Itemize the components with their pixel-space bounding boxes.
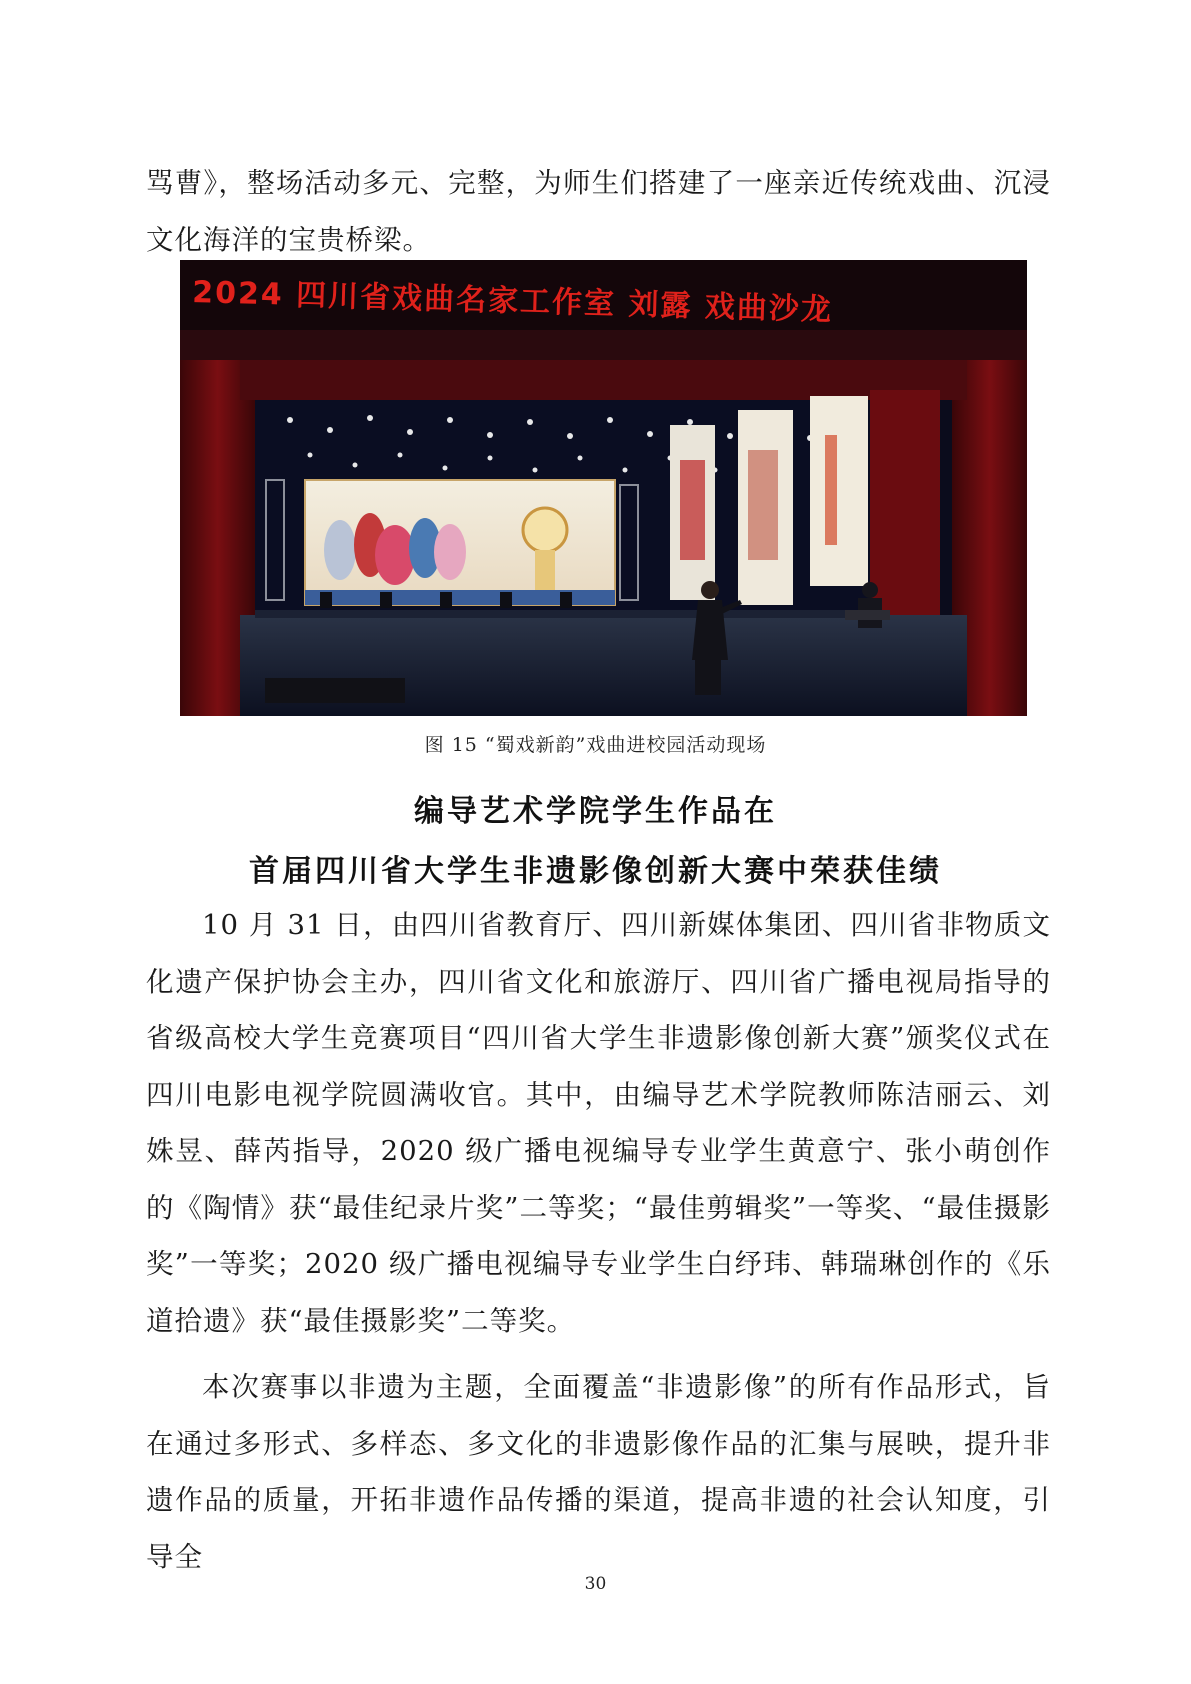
page-number: 30: [584, 1574, 607, 1594]
article-paragraph-1: 10 月 31 日，由四川省教育厅、四川新媒体集团、四川省非物质文化遗产保护协会主办，四川省文化和旅游厅、四川省广播电视局指导的省级高校大学生竞赛项目“四川省大学生非遗影像创新大赛”颁奖仪式在四川电影电视学院圆满收官。其中，由编导艺术学院教师陈洁丽云、刘姝昱、薛芮指导，2020 级广播电视编导专业学生黄意宁、张小萌创作的《陶情》获“最佳纪录片奖”二等奖；“最佳剪辑奖”一等奖、“最佳摄影奖”一等奖；2020 级广播电视编导专业学生白纾玮、韩瑞琳创作的《乐道拾遗》获“最佳摄影奖”二等奖。: [146, 909, 1051, 1337]
event-photo: [180, 260, 1027, 716]
intro-paragraph: 骂曹》，整场活动多元、完整，为师生们搭建了一座亲近传统戏曲、沉浸文化海洋的宝贵桥梁。: [146, 167, 1051, 256]
intro-paragraph-block: [146, 155, 1051, 268]
article-body: [146, 897, 1051, 1585]
article-title-line2: 首届四川省大学生非遗影像创新大赛中荣获佳绩: [249, 854, 942, 889]
figure-caption: 图 15 “蜀戏新韵”戏曲进校园活动现场: [424, 734, 767, 756]
banner-text: 2024 四川省戏曲名家工作室 刘露 戏曲沙龙: [191, 275, 834, 328]
article-paragraph-2: 本次赛事以非遗为主题，全面覆盖“非遗影像”的所有作品形式，旨在通过多形式、多样态、多文化的非遗影像作品的汇集与展映，提升非遗作品的质量，开拓非遗作品传播的渠道，提高非遗的社会认知度，引导全: [146, 1371, 1051, 1573]
article-title-line1: 编导艺术学院学生作品在: [414, 794, 777, 829]
